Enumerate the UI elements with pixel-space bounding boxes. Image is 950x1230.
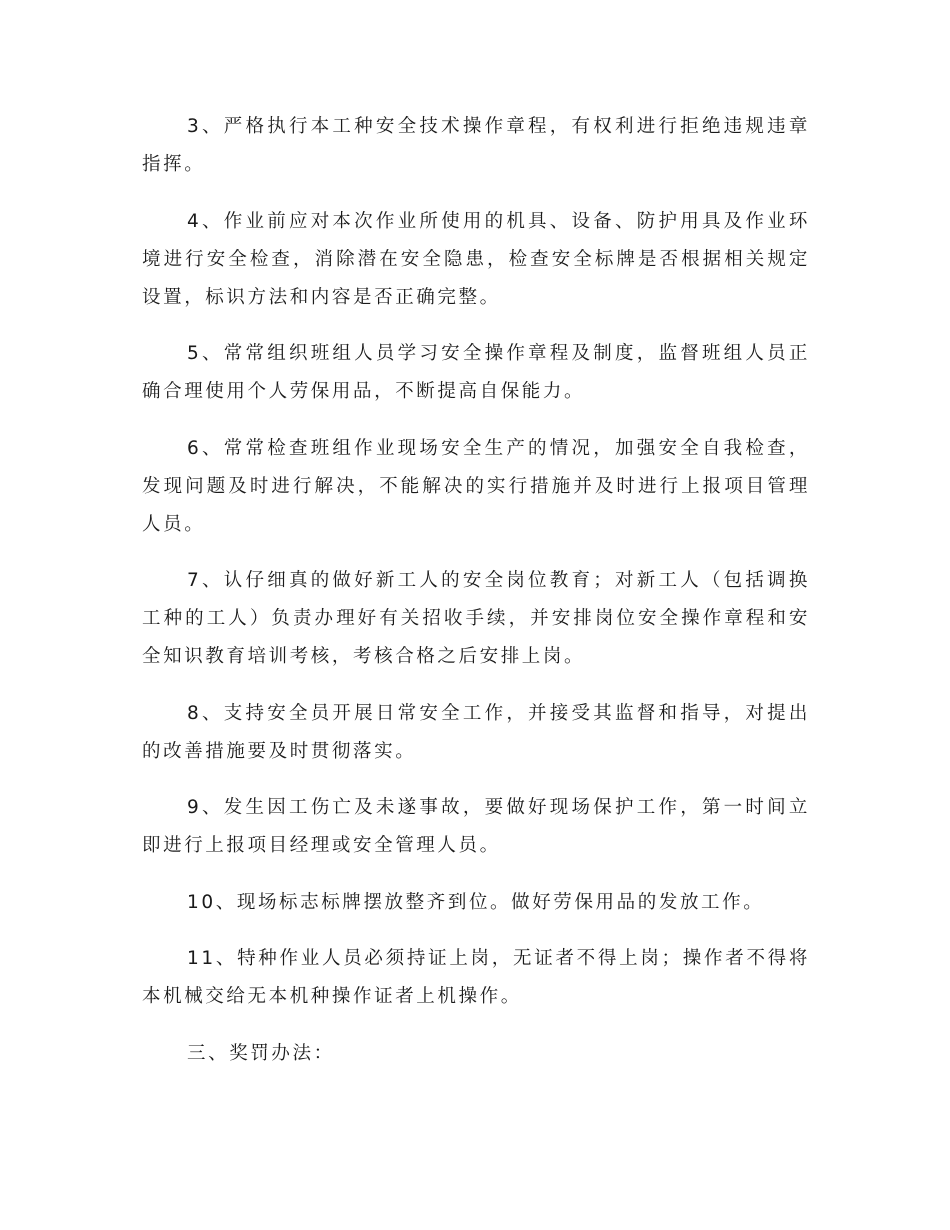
paragraph-item-8: 8、支持安全员开展日常安全工作，并接受其监督和指导，对提出的改善措施要及时贯彻落实。 (142, 702, 810, 762)
paragraph-item-3: 3、严格执行本工种安全技术操作章程，有权利进行拒绝违规违章指挥。 (142, 116, 810, 175)
paragraph-item-4: 4、作业前应对本次作业所使用的机具、设备、防护用具及作业环境进行安全检查，消除潜在安全隐患，检查安全标牌是否根据相关规定设置，标识方法和内容是否正确完整。 (142, 210, 810, 308)
paragraph-item-7: 7、认仔细真的做好新工人的安全岗位教育；对新工人（包括调换工种的工人）负责办理好有关招收手续，并安排岗位安全操作章程和安全知识教育培训考核，考核合格之后安排上岗。 (142, 570, 810, 667)
paragraph-item-6: 6、常常检查班组作业现场安全生产的情况，加强安全自我检查，发现问题及时进行解决，不能解决的实行措施并及时进行上报项目管理人员。 (142, 437, 810, 535)
paragraph-item-9: 9、发生因工伤亡及未遂事故，要做好现场保护工作，第一时间立即进行上报项目经理或安全管理人员。 (142, 797, 810, 856)
paragraph-item-10: 10、现场标志标牌摆放整齐到位。做好劳保用品的发放工作。 (187, 891, 765, 913)
section-heading: 三、奖罚办法： (187, 1042, 335, 1064)
paragraph-item-5: 5、常常组织班组人员学习安全操作章程及制度，监督班组人员正确合理使用个人劳保用品，不断提高自保能力。 (142, 343, 810, 402)
document-page (142, 108, 810, 1073)
paragraph-item-11: 11、特种作业人员必须持证上岗，无证者不得上岗；操作者不得将本机械交给无本机种操作证者上机操作。 (142, 948, 810, 1007)
